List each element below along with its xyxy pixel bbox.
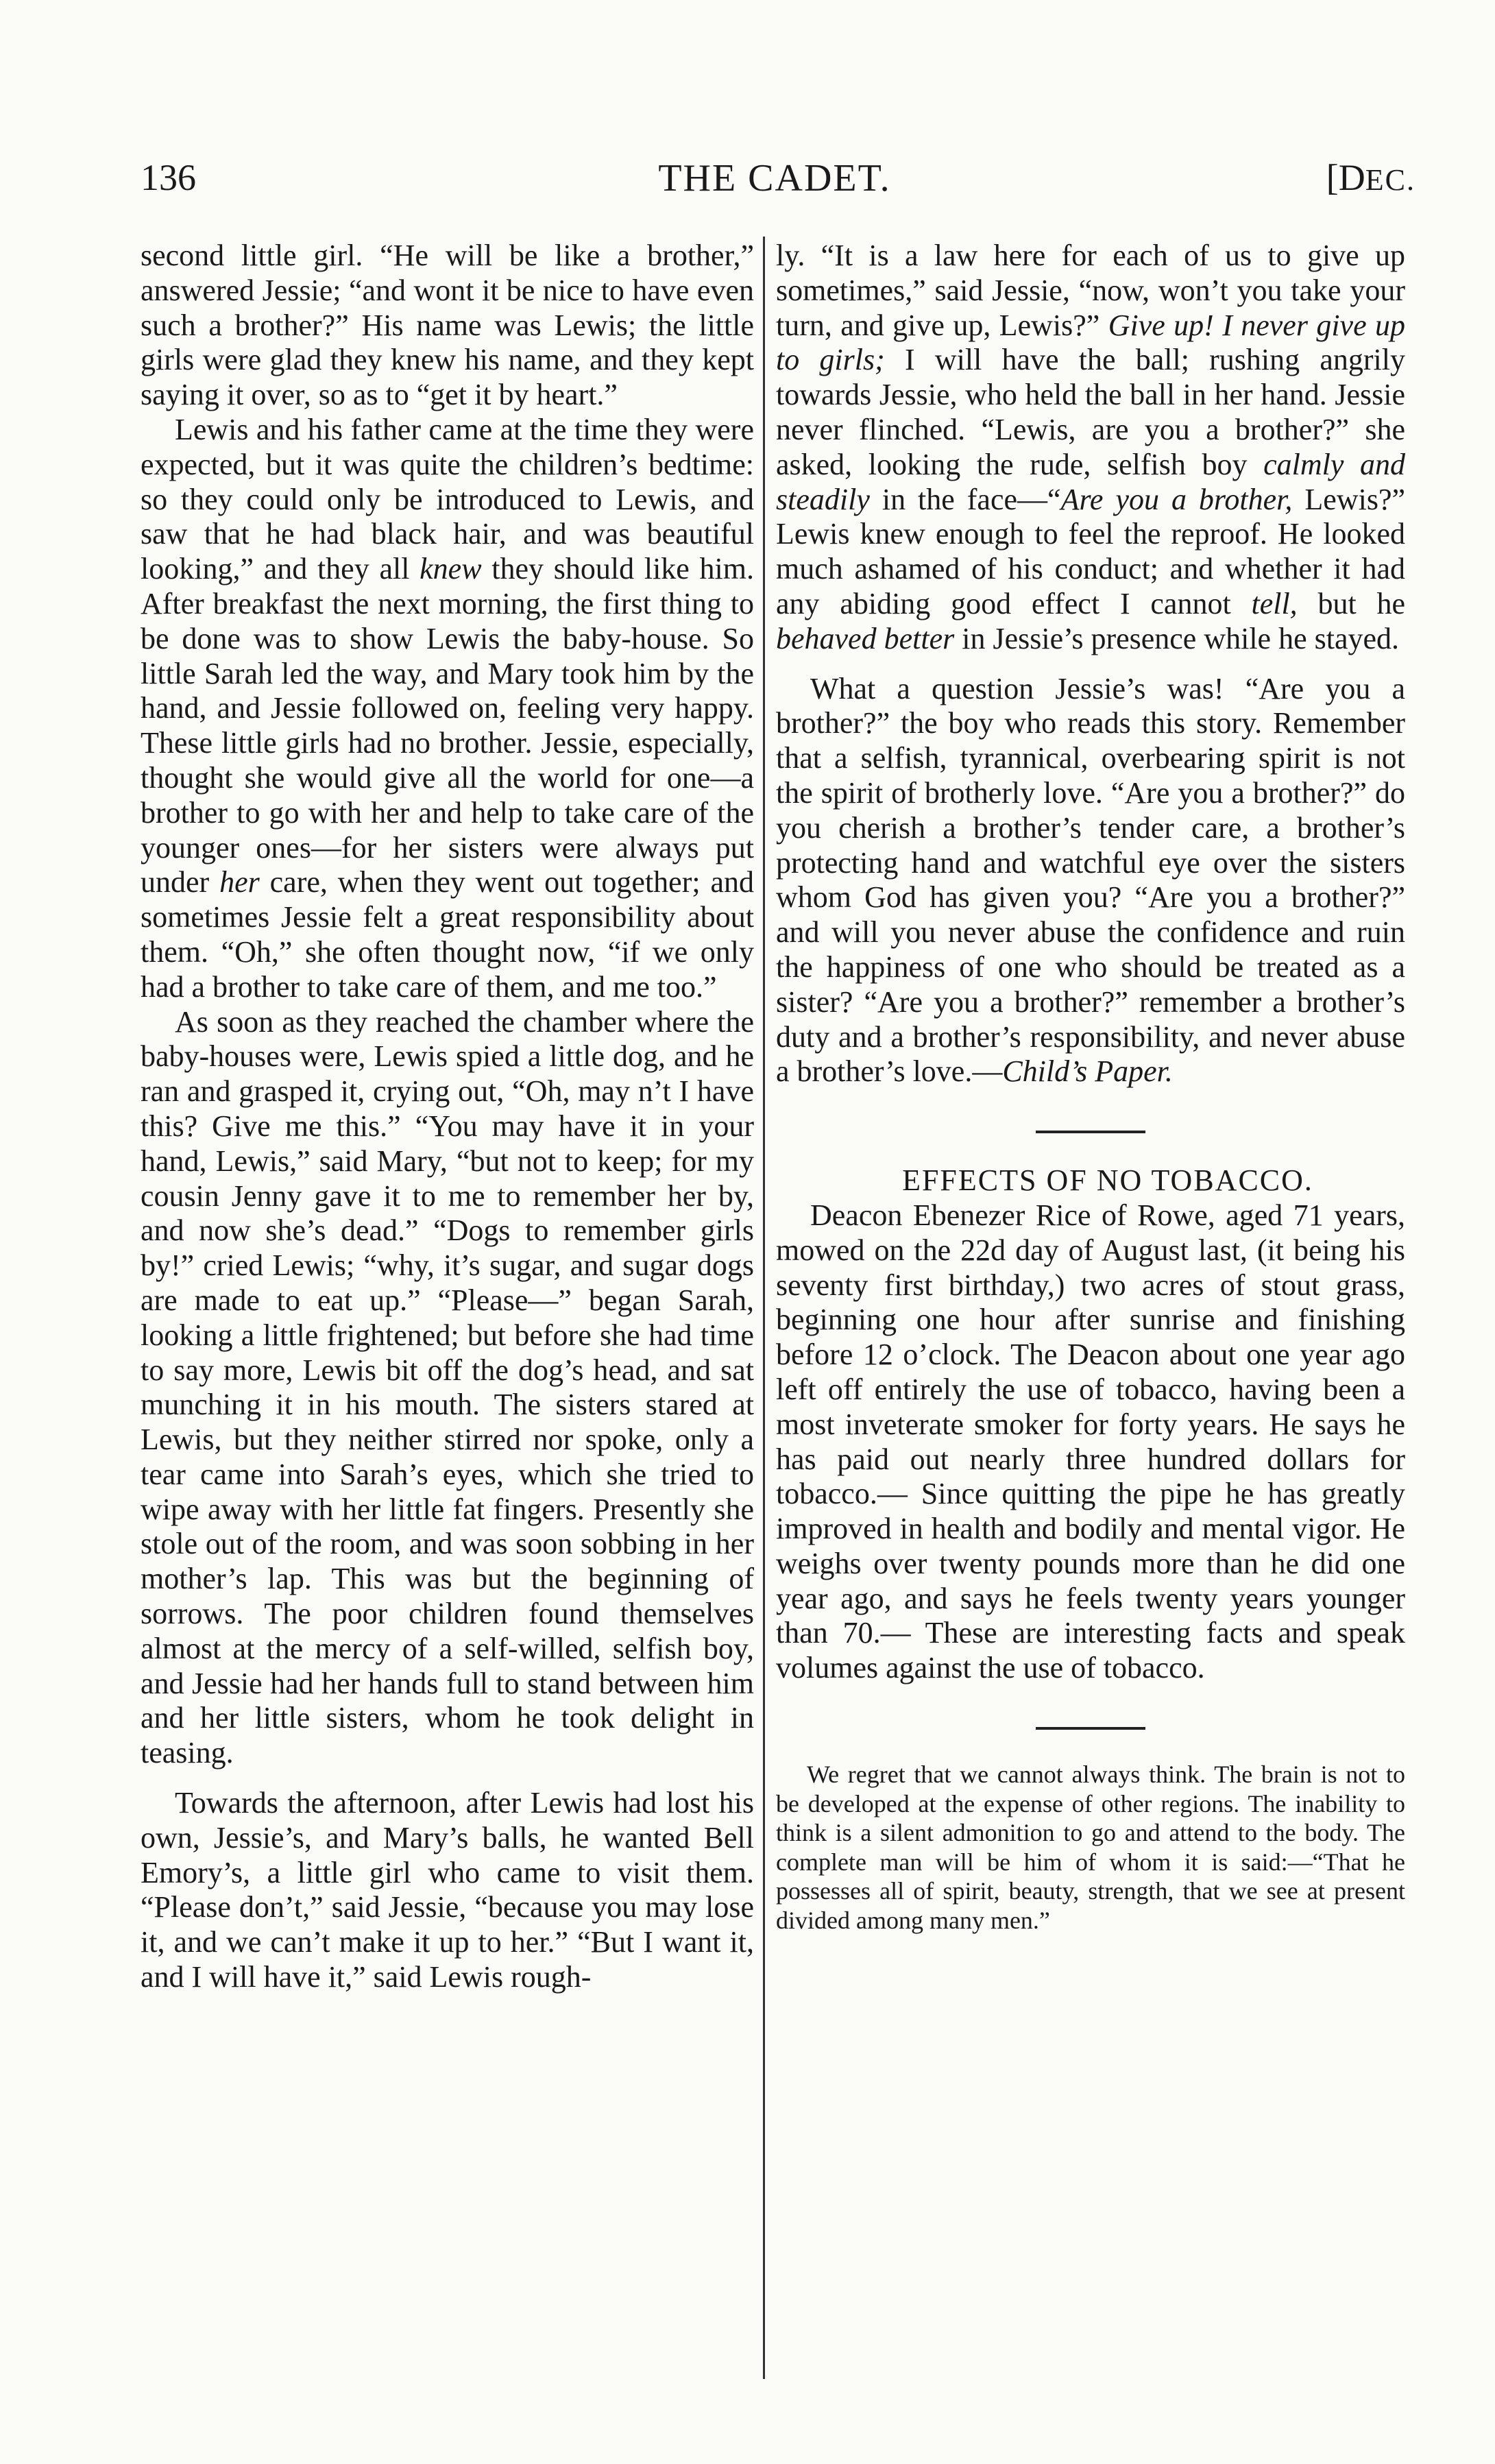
paragraph: Deacon Ebenezer Rice of Rowe, aged 71 years, mowed on the 22d day of August last, (it being his seventy first birthday,) two acres of stout grass, beginning one hour after sunrise and finishing before 12 o’clock. The Deacon about one year ago left off entirely the use of tobacco, having been a most inveterate smoker for forty years. He says he has paid out nearly three hundred dollars for tobacco.— Since quitting the pipe he has greatly improved in health and bodily and mental vigor. He weighs over twenty pounds more than he did one year ago, and says he feels twenty years younger than 70.— These are interesting facts and speak volumes against the use of tobacco. bbox=[776, 1198, 1405, 1685]
right-column bbox=[776, 239, 1405, 1935]
page-number: 136 bbox=[141, 157, 196, 198]
section-rule bbox=[1036, 1131, 1145, 1133]
italic-run: her bbox=[219, 865, 260, 899]
column-divider bbox=[763, 237, 765, 2379]
running-title: THE CADET. bbox=[658, 157, 891, 200]
text-run: What a question Jessie’s was! “Are you a brother?” the boy who reads this story. Remember that a selfish, tyrannical, overbearing spirit is not the spirit of brotherly love. “Are you a brother?” do you cherish a brother’s tender care, a brother’s protecting hand and watchful eye over the sisters whom God has given you? “Are you a brother?” and will you never abuse the confidence and ruin the happiness of one who should be treated as a sister? “Are you a brother?” remember a brother’s duty and a brother’s responsibility, and never abuse a brother’s love.— bbox=[776, 671, 1405, 1089]
text-run: they should like him. After breakfast the next morning, the first thing to be done was to show Lewis the baby-house. So little Sarah led the way, and Mary took him by the hand, and Jessie followed on, feeling very happy. These little girls had no brother. Jessie, especially, thought she would give all the world for one—a brother to go with her and help to take care of the younger ones—for her sisters were always put under bbox=[141, 552, 754, 899]
paragraph: second little girl. “He will be like a brother,” answered Jessie; “and wont it be nice to have even such a brother?” His name was Lewis; the little girls were glad they knew his name, and they kept saying it over, so as to “get it by heart.” bbox=[141, 239, 754, 412]
month-rest: EC. bbox=[1365, 163, 1415, 197]
paragraph bbox=[776, 672, 1405, 1090]
text-run: Lewis?” Lewis knew enough to feel the reproof. He looked much ashamed of his conduct; and whether it had any abiding good effect I cannot bbox=[776, 482, 1406, 620]
paragraph: We regret that we cannot always think. The brain is not to be developed at the expense of other regions. The inability to think is a silent admonition to go and attend to the body. The complete man will be him of whom it is said:—“That he possesses all of spirit, beauty, strength, that we see at present divided among many men.” bbox=[776, 1761, 1405, 1934]
italic-run: tell, bbox=[1251, 586, 1298, 620]
small-print-note bbox=[776, 1760, 1405, 1935]
text-run: care, when they went out together; and sometimes Jessie felt a great responsibility about them. “Oh,” she often thought now, “if we only had a brother to take care of them, and me too.” bbox=[141, 865, 755, 1004]
text-run: but he bbox=[1297, 586, 1405, 620]
section-rule bbox=[1036, 1727, 1145, 1730]
paragraph: As soon as they reached the chamber where the baby-houses were, Lewis spied a little dog, and he ran and grasped it, crying out, “Oh, may n’t I have this? Give me this.” “You may have it in your hand, Lewis,” said Mary, “but not to keep; for my cousin Jenny gave it to me to remember her by, and now she’s dead.” “Dogs to remember girls by!” cried Lewis; “why, it’s sugar, and sugar dogs are made to eat up.” “Please—” began Sarah, looking a little frightened; but before she had time to say more, Lewis bit off the dog’s head, and sat munching it in his mouth. The sisters stared at Lewis, but they neither stirred nor spoke, only a tear came into Sarah’s eyes, which she tried to wipe away with her little fat fingers. Presently she stole out of the room, and was soon sobbing in her mother’s lap. This was but the beginning of sorrows. The poor children found themselves almost at the mercy of a self-willed, selfish boy, and Jessie had her hands full to stand between him and her little sisters, whom he took delight in teasing. bbox=[141, 1004, 754, 1770]
running-header bbox=[134, 156, 1415, 211]
attribution: Child’s Paper. bbox=[1002, 1054, 1173, 1089]
italic-run: Are you a brother, bbox=[1060, 482, 1293, 516]
italic-run: knew bbox=[420, 552, 482, 586]
text-run: in the face—“ bbox=[869, 482, 1061, 516]
section-title: EFFECTS OF NO TOBACCO. bbox=[902, 1163, 1313, 1198]
italic-run: calmly and steadily bbox=[776, 447, 1405, 516]
text-run: in Jessie’s presence while he stayed. bbox=[954, 621, 1400, 655]
month-initial: D bbox=[1338, 157, 1365, 198]
left-column bbox=[141, 239, 754, 1995]
paragraph bbox=[141, 413, 754, 1005]
paragraph: Towards the afternoon, after Lewis had lost his own, Jessie’s, and Mary’s balls, he wanted Bell Emory’s, a little girl who came to visit them. “Please don’t,” said Jessie, “because you may lose it, and we can’t make it up to her.” “But I want it, and I will have it,” said Lewis rough- bbox=[141, 1786, 754, 1994]
paragraph bbox=[776, 239, 1405, 657]
running-month bbox=[1326, 156, 1415, 199]
text-run: I will have the ball; rushing angrily towards Jessie, who held the ball in her hand. Jessie never flinched. “Lewis, are you a brother?” she asked, looking the rude, selfish boy bbox=[776, 343, 1405, 481]
text-run: ly. “It is a law here for each of us to give up sometimes,” said Jessie, “now, won’t you take your turn, and give up, Lewis?” bbox=[776, 239, 1405, 342]
month-bracket: [ bbox=[1326, 157, 1339, 198]
italic-run: Give up! I never give up to girls; bbox=[776, 308, 1406, 377]
italic-run: behaved better bbox=[776, 621, 955, 655]
text-run: Lewis and his father came at the time they were expected, but it was quite the children’s bedtime: so they could only be introduced to Lewis, and saw that he had black hair, and was beautiful looking,” and they all bbox=[141, 412, 754, 586]
